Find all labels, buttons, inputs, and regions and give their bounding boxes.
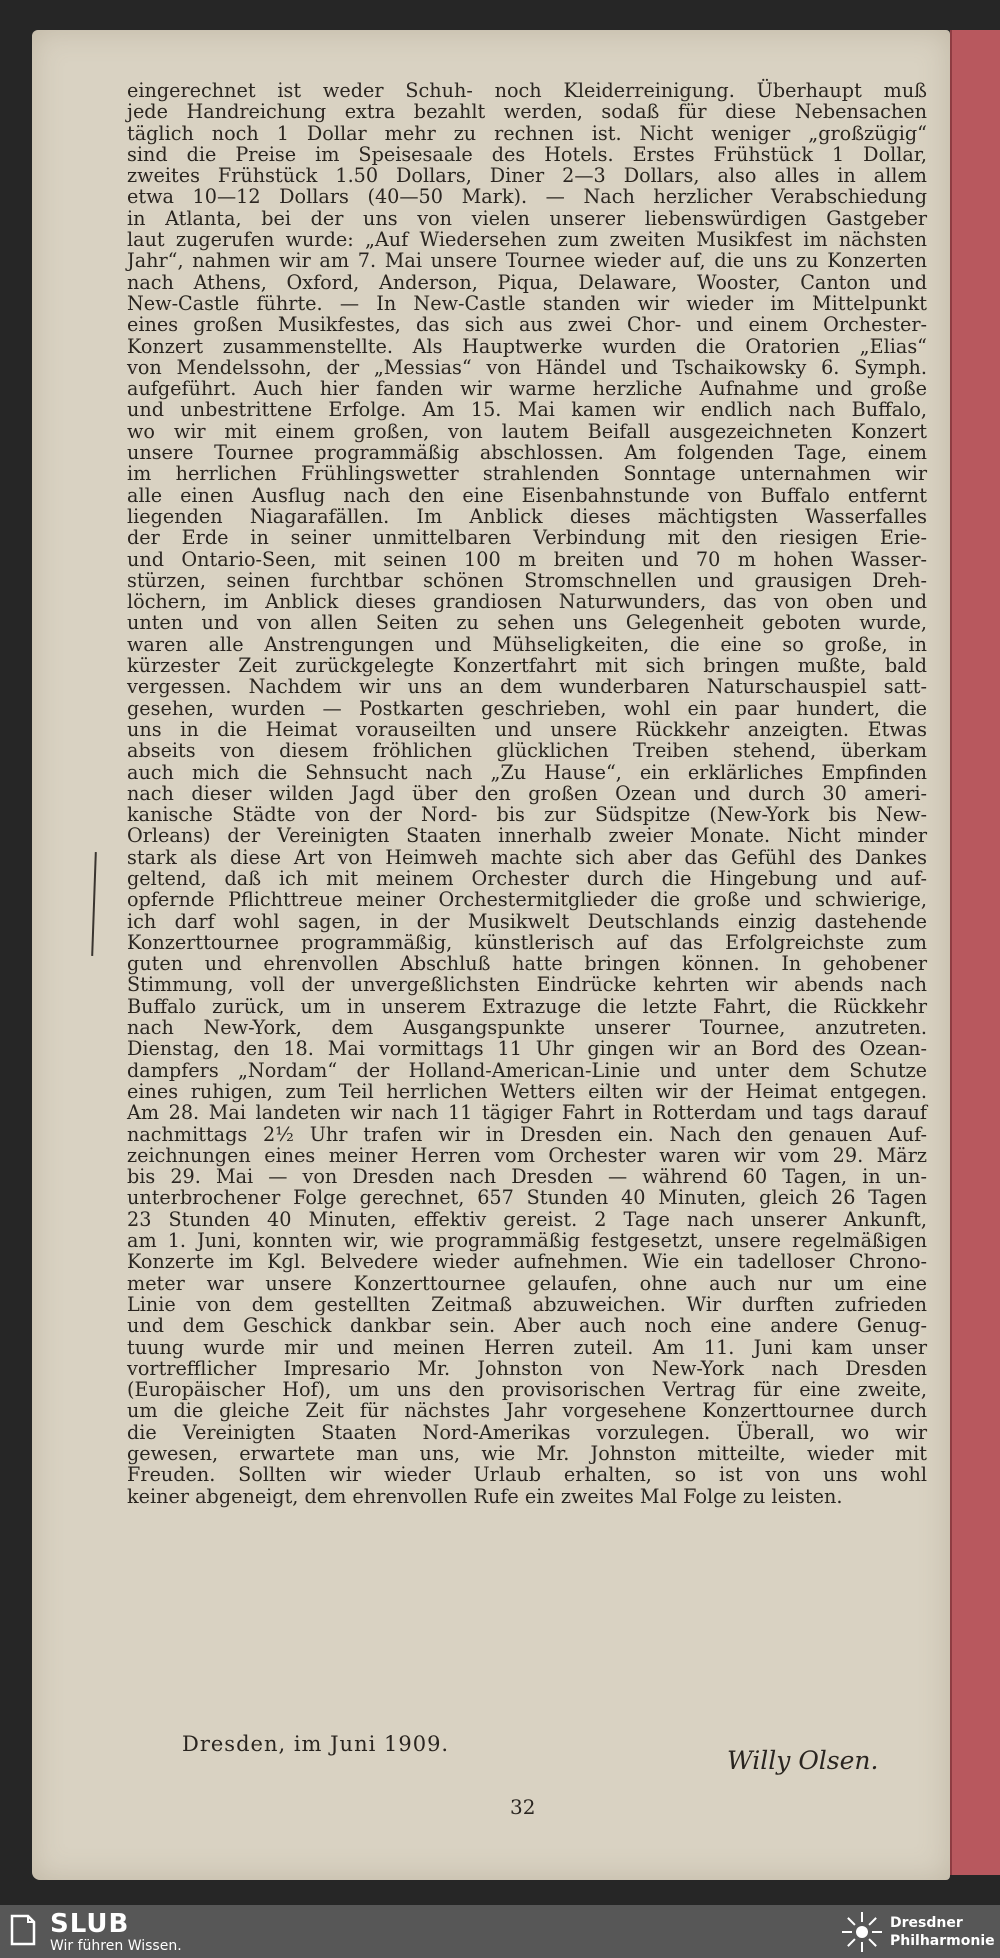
text-line: aufgeführt. Auch hier fanden wir warme herzliche Aufnahme und große — [127, 377, 927, 401]
text-line: uns in die Heimat vorauseilten und unsere Rückkehr anzeigten. Etwas — [127, 717, 927, 741]
footer-bar — [0, 1905, 1000, 1958]
text-line: die Vereinigten Staaten Nord-Amerikas vorzulegen. Überall, wo wir — [127, 1420, 927, 1444]
text-line: Orleans) der Vereinigten Staaten innerhalb zweier Monate. Nicht minder — [127, 824, 927, 848]
text-line: wo wir mit einem großen, von lautem Beifall ausgezeichneten Konzert — [127, 419, 927, 443]
text-line: um die gleiche Zeit für nächstes Jahr vorgesehene Konzerttournee durch — [127, 1399, 927, 1423]
text-line: Linie von dem gestellten Zeitmaß abzuweichen. Wir durften zufrieden — [127, 1292, 927, 1316]
sunburst-logo-icon — [840, 1910, 884, 1954]
text-line: waren alle Anstrengungen und Mühseligkeiten, die eine so große, in — [127, 632, 927, 656]
closing-place-date: Dresden, im Juni 1909. — [182, 1732, 450, 1756]
text-line: gesehen, wurden — Postkarten geschrieben, wohl ein paar hundert, die — [127, 696, 927, 720]
body-text — [127, 80, 927, 1507]
text-line: keiner abgeneigt, dem ehrenvollen Rufe ein zweites Mal Folge zu leisten. — [127, 1484, 843, 1508]
text-line: dampfers „Nordam“ der Holland-American-Linie und unter dem Schutze — [127, 1058, 927, 1082]
text-line: und dem Geschick dankbar sein. Aber auch noch eine andere Genug- — [127, 1314, 927, 1338]
text-line: kürzester Zeit zurückgelegte Konzertfahrt mit sich bringen mußte, bald — [127, 654, 927, 678]
text-line: abseits von diesem fröhlichen glücklichen Treiben stehend, überkam — [127, 739, 927, 763]
text-line: vortrefflicher Impresario Mr. Johnston von New-York nach Dresden — [127, 1356, 927, 1380]
text-line: ich darf wohl sagen, in der Musikwelt Deutschlands einzig dastehende — [127, 909, 927, 933]
text-line: meter war unsere Konzerttournee gelaufen, ohne auch nur um eine — [127, 1271, 927, 1295]
footer-brand[interactable]: SLUB — [50, 1909, 130, 1939]
book-spine — [950, 30, 1000, 1875]
text-line: 23 Stunden 40 Minuten, effektiv gereist. 2 Tage nach unserer Ankunft, — [127, 1207, 927, 1231]
text-line: New-Castle führte. — In New-Castle standen wir wieder im Mittelpunkt — [127, 291, 927, 315]
text-line: der Erde in seiner unmittelbaren Verbindung mit den riesigen Erie- — [127, 526, 927, 550]
text-line: Konzerttournee programmäßig, künstlerisch auf das Erfolgreichste zum — [127, 930, 927, 954]
text-line: gewesen, erwartete man uns, wie Mr. Johnston mitteilte, wieder mit — [127, 1442, 927, 1465]
text-line: nach dieser wilden Jagd über den großen Ozean und durch 30 ameri- — [127, 781, 927, 805]
document-page — [32, 30, 950, 1880]
text-line: auch mich die Sehnsucht nach „Zu Hause“, ein erklärliches Empfinden — [127, 760, 927, 784]
text-line: von Mendelssohn, der „Messias“ von Händel und Tschaikowsky 6. Symph. — [127, 355, 927, 379]
text-line: am 1. Juni, konnten wir, wie programmäßig festgesetzt, unsere regelmäßigen — [127, 1229, 927, 1253]
text-line: unsere Tournee programmäßig abschlossen. Am folgenden Tage, einem — [127, 441, 927, 465]
margin-pencil-mark — [91, 852, 97, 956]
text-line: opfernde Pflichttreue meiner Orchestermitglieder die große und schwierige, — [127, 888, 927, 912]
text-line: nachmittags 2½ Uhr trafen wir in Dresden ein. Nach den genauen Auf- — [127, 1122, 927, 1146]
text-line: guten und ehrenvollen Abschluß hatte bringen können. In gehobener — [127, 952, 927, 976]
text-line: nach New-York, dem Ausgangspunkte unserer Tournee, anzutreten. — [127, 1016, 927, 1040]
text-line: und unbestrittene Erfolge. Am 15. Mai kamen wir endlich nach Buffalo, — [127, 398, 927, 422]
text-line: in Atlanta, bei der uns von vielen unserer liebenswürdigen Gastgeber — [127, 206, 927, 230]
footer-tagline: Wir führen Wissen. — [50, 1938, 182, 1954]
text-line: eines großen Musikfestes, das sich aus zwei Chor- und einem Orchester- — [127, 313, 927, 337]
text-line: geltend, daß ich mit meinem Orchester durch die Hingebung und auf- — [127, 866, 927, 890]
text-line: nach Athens, Oxford, Anderson, Piqua, Delaware, Wooster, Canton und — [127, 270, 927, 294]
text-line: stürzen, seinen furchtbar schönen Stromschnellen und grausigen Dreh- — [127, 568, 927, 592]
text-line: unterbrochener Folge gerechnet, 657 Stunden 40 Minuten, gleich 26 Tagen — [127, 1186, 927, 1210]
text-line: laut zugerufen wurde: „Auf Wiedersehen zum zweiten Musikfest im nächsten — [127, 228, 927, 252]
text-line: tuung wurde mir und meinen Herren zuteil. Am 11. Juni kam unser — [127, 1335, 927, 1359]
text-line: etwa 10—12 Dollars (40—50 Mark). — Nach herzlicher Verabschiedung — [127, 185, 927, 209]
text-line: im herrlichen Frühlingswetter strahlenden Sonntage unternahmen wir — [127, 462, 927, 486]
text-line: täglich noch 1 Dollar mehr zu rechnen ist. Nicht weniger „großzügig“ — [127, 121, 927, 145]
text-line: löchern, im Anblick dieses grandiosen Naturwunders, das von oben und — [127, 590, 927, 614]
text-line: liegenden Niagarafällen. Im Anblick dieses mächtigsten Wasserfalles — [127, 504, 927, 528]
text-line: Freuden. Sollten wir wieder Urlaub erhalten, so ist von uns wohl — [127, 1463, 927, 1487]
text-line: sind die Preise im Speisesaale des Hotels. Erstes Frühstück 1 Dollar, — [127, 142, 927, 166]
slub-logo-icon — [10, 1914, 36, 1946]
text-line: zeichnungen eines meiner Herren vom Orchester waren wir vom 29. März — [127, 1143, 927, 1167]
text-line: vergessen. Nachdem wir uns an dem wunderbaren Naturschauspiel satt- — [127, 675, 927, 699]
text-line: unten und von allen Seiten zu sehen uns Gelegenheit geboten wurde, — [127, 611, 927, 635]
text-line: stark als diese Art von Heimweh machte sich aber das Gefühl des Dankes — [127, 845, 927, 869]
text-line: (Europäischer Hof), um uns den provisorischen Vertrag für eine zweite, — [127, 1378, 927, 1402]
text-line: jede Handreichung extra bezahlt werden, sodaß für diese Nebensachen — [127, 100, 927, 124]
page-number: 32 — [510, 1795, 536, 1819]
text-line: zweites Frühstück 1.50 Dollars, Diner 2—3 Dollars, also alles in allem — [127, 164, 927, 188]
text-line: und Ontario-Seen, mit seinen 100 m breiten und 70 m hohen Wasser- — [127, 547, 927, 571]
text-line: Konzerte im Kgl. Belvedere wieder aufnehmen. Wie ein tadelloser Chrono- — [127, 1250, 927, 1274]
text-line: Stimmung, voll der unvergeßlichsten Eindrücke kehrten wir abends nach — [127, 973, 927, 997]
text-line: Konzert zusammenstellte. Als Hauptwerke wurden die Oratorien „Elias“ — [127, 334, 927, 358]
text-line: Dienstag, den 18. Mai vormittags 11 Uhr gingen wir an Bord des Ozean- — [127, 1037, 927, 1061]
text-line: kanische Städte von der Nord- bis zur Südspitze (New-York bis New- — [127, 803, 927, 827]
partner-name-line1[interactable]: Dresdner — [890, 1915, 963, 1931]
text-line: eines ruhigen, zum Teil herrlichen Wetters eilten wir der Heimat entgegen. — [127, 1079, 927, 1103]
text-line: alle einen Ausflug nach den eine Eisenbahnstunde von Buffalo entfernt — [127, 483, 927, 507]
text-line: eingerechnet ist weder Schuh- noch Kleiderreinigung. Überhaupt muß — [127, 79, 927, 102]
text-line: Am 28. Mai landeten wir nach 11 tägiger Fahrt in Rotterdam und tags darauf — [127, 1101, 927, 1125]
text-line: bis 29. Mai — von Dresden nach Dresden — während 60 Tagen, in un- — [127, 1165, 927, 1189]
partner-name-line2[interactable]: Philharmonie — [890, 1933, 995, 1949]
text-line: Buffalo zurück, um in unserem Extrazuge die letzte Fahrt, die Rückkehr — [127, 994, 927, 1018]
author-signature: Willy Olsen. — [727, 1746, 879, 1775]
text-line: Jahr“, nahmen wir am 7. Mai unsere Tournee wieder auf, die uns zu Konzerten — [127, 249, 927, 273]
